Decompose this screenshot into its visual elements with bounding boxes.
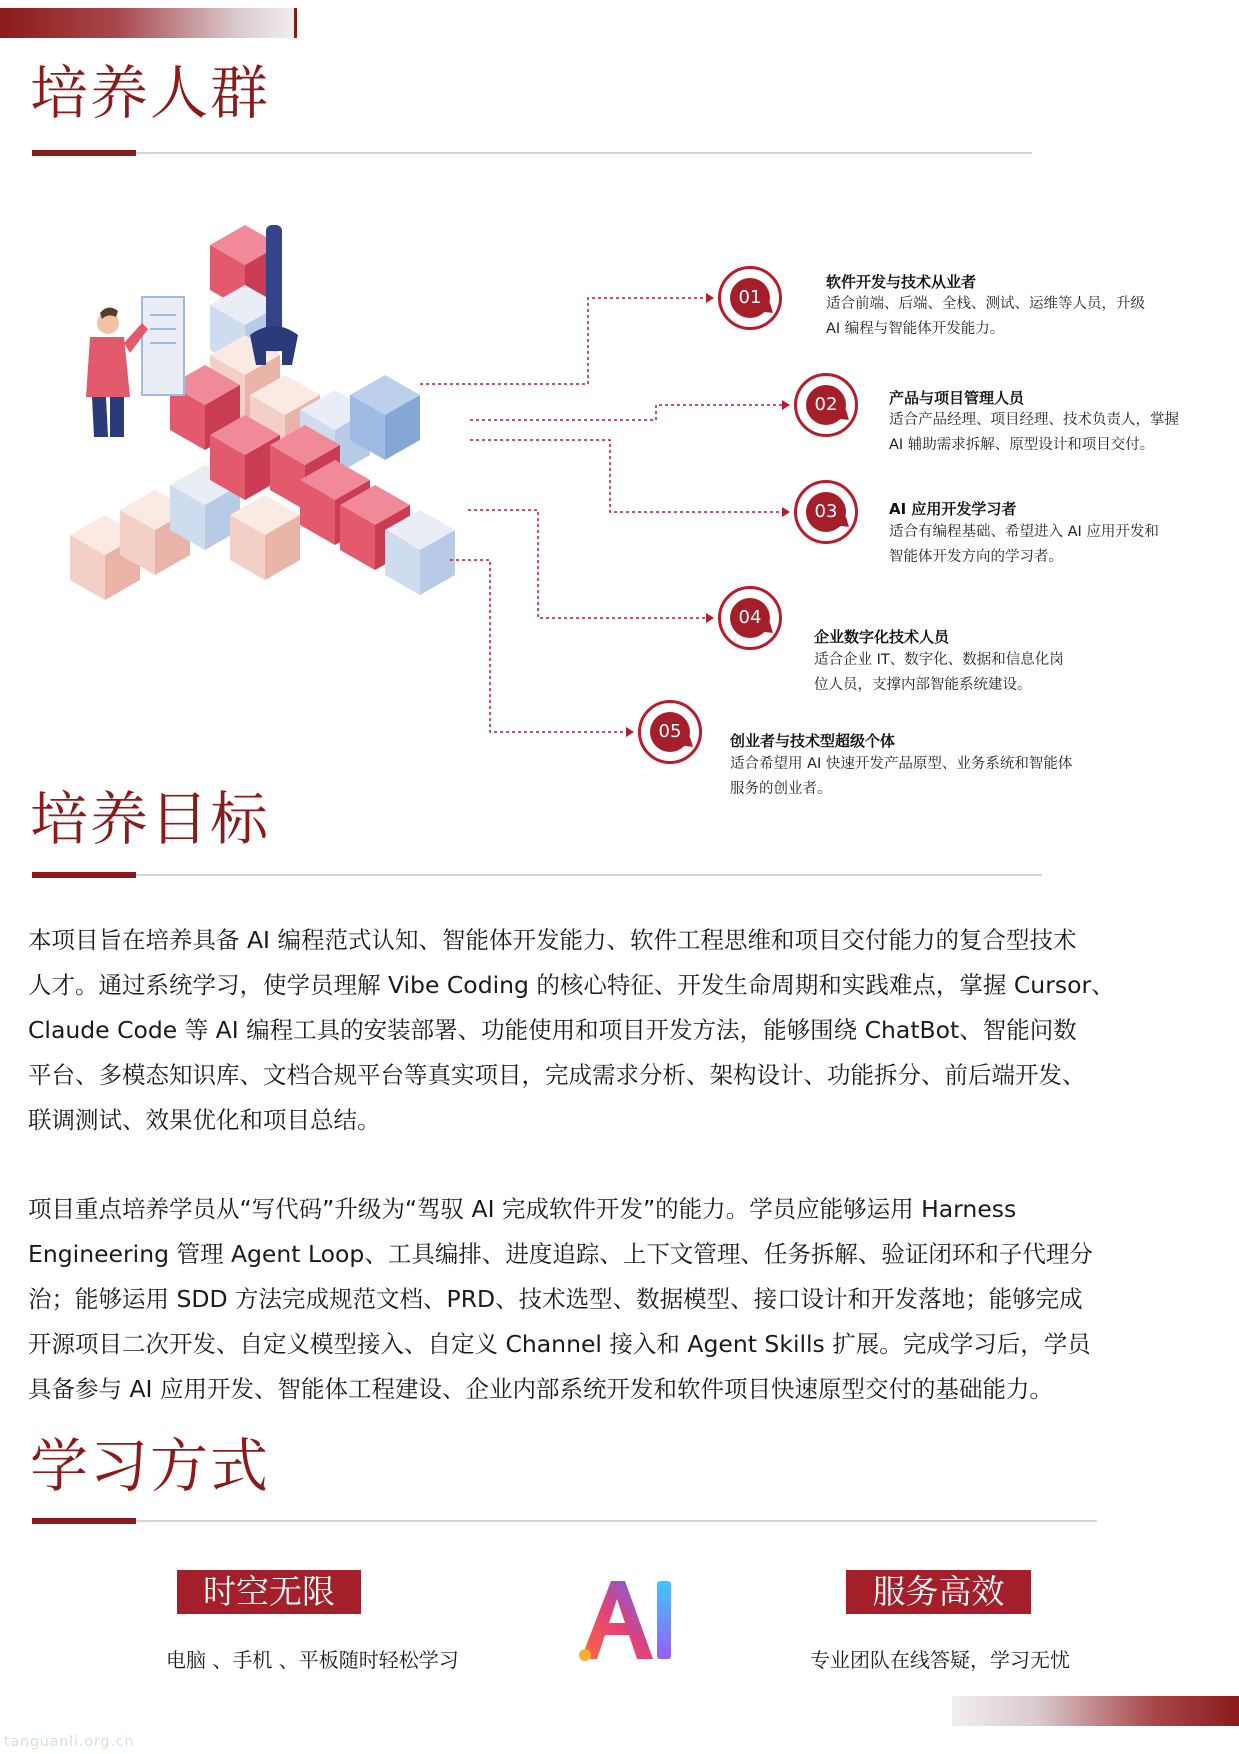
goals-line: 具备参与 AI 应用开发、智能体工程建设、企业内部系统开发和软件项目快速原型交付的基础能力。 — [28, 1375, 1053, 1403]
audience-desc-line: 适合产品经理、项目经理、技术负责人，掌握 — [889, 412, 1179, 428]
audience-desc-line: 适合有编程基础、希望进入 AI 应用开发和 — [889, 524, 1159, 540]
audience-title: 企业数字化技术人员 — [814, 628, 950, 646]
goals-title-rule — [32, 874, 1042, 876]
goals-paragraph-2 — [28, 1187, 1168, 1412]
goals-line: 联调测试、效果优化和项目总结。 — [28, 1106, 381, 1134]
connector-lines — [0, 0, 1239, 760]
method-section-title: 学习方式 — [30, 1432, 271, 1500]
method-title-rule — [32, 1520, 1097, 1522]
audience-desc-line: 适合前端、后端、全栈、测试、运维等人员，升级 — [826, 296, 1145, 312]
efficient-service-badge: 服务高效 — [846, 1570, 1031, 1614]
bottom-decor-bar — [952, 1696, 1239, 1726]
audience-desc-line: AI 编程与智能体开发能力。 — [826, 321, 1005, 337]
number-badge: 01 — [718, 266, 782, 330]
ai-logo-icon — [575, 1575, 675, 1665]
goals-section-title: 培养目标 — [30, 785, 271, 853]
watermark: tanguanli.org.cn — [4, 1734, 135, 1750]
audience-desc-line: AI 辅助需求拆解、原型设计和项目交付。 — [889, 437, 1155, 453]
goals-line: Engineering 管理 Agent Loop、工具编排、进度追踪、上下文管理、任务拆解、验证闭环和子代理分 — [28, 1240, 1093, 1268]
goals-line: 人才。通过系统学习，使学员理解 Vibe Coding 的核心特征、开发生命周期和实践难点，掌握 Cursor、 — [28, 971, 1115, 999]
number-badge: 04 — [718, 586, 782, 650]
flexible-learning-desc: 电脑 、手机 、平板随时轻松学习 — [166, 1648, 459, 1672]
goals-line: 平台、多模态知识库、文档合规平台等真实项目，完成需求分析、架构设计、功能拆分、前后端开发、 — [28, 1061, 1086, 1089]
goals-line: 治；能够运用 SDD 方法完成规范文档、PRD、技术选型、数据模型、接口设计和开发落地；能够完成 — [28, 1285, 1083, 1313]
goals-line: Claude Code 等 AI 编程工具的安装部署、功能使用和项目开发方法，能够围绕 ChatBot、智能问数 — [28, 1016, 1077, 1044]
goals-line: 本项目旨在培养具备 AI 编程范式认知、智能体开发能力、软件工程思维和项目交付能力的复合型技术 — [28, 926, 1077, 954]
number-badge: 05 — [638, 700, 702, 764]
audience-desc-line: 适合希望用 AI 快速开发产品原型、业务系统和智能体 — [730, 756, 1073, 772]
number-badge: 03 — [794, 480, 858, 544]
efficient-service-desc: 专业团队在线答疑，学习无忧 — [810, 1648, 1070, 1672]
audience-section-title: 培养人群 — [30, 59, 271, 127]
goals-line: 开源项目二次开发、自定义模型接入、自定义 Channel 接入和 Agent Skills 扩展。完成学习后，学员 — [28, 1330, 1091, 1358]
audience-desc-line: 智能体开发方向的学习者。 — [889, 549, 1063, 565]
number-badge: 02 — [794, 373, 858, 437]
audience-title: 软件开发与技术从业者 — [826, 273, 977, 291]
goals-line: 项目重点培养学员从“写代码”升级为“驾驭 AI 完成软件开发”的能力。学员应能够运用 Harness — [28, 1195, 1017, 1223]
flexible-learning-badge: 时空无限 — [177, 1570, 361, 1614]
audience-title: 产品与项目管理人员 — [889, 389, 1025, 407]
audience-desc-line: 服务的创业者。 — [730, 781, 832, 797]
audience-title: 创业者与技术型超级个体 — [730, 732, 896, 750]
audience-title: AI 应用开发学习者 — [889, 500, 1017, 518]
audience-desc-line: 位人员，支撑内部智能系统建设。 — [814, 677, 1032, 693]
audience-desc-line: 适合企业 IT、数字化、数据和信息化岗 — [814, 652, 1064, 668]
goals-paragraph-1 — [28, 918, 1168, 1143]
